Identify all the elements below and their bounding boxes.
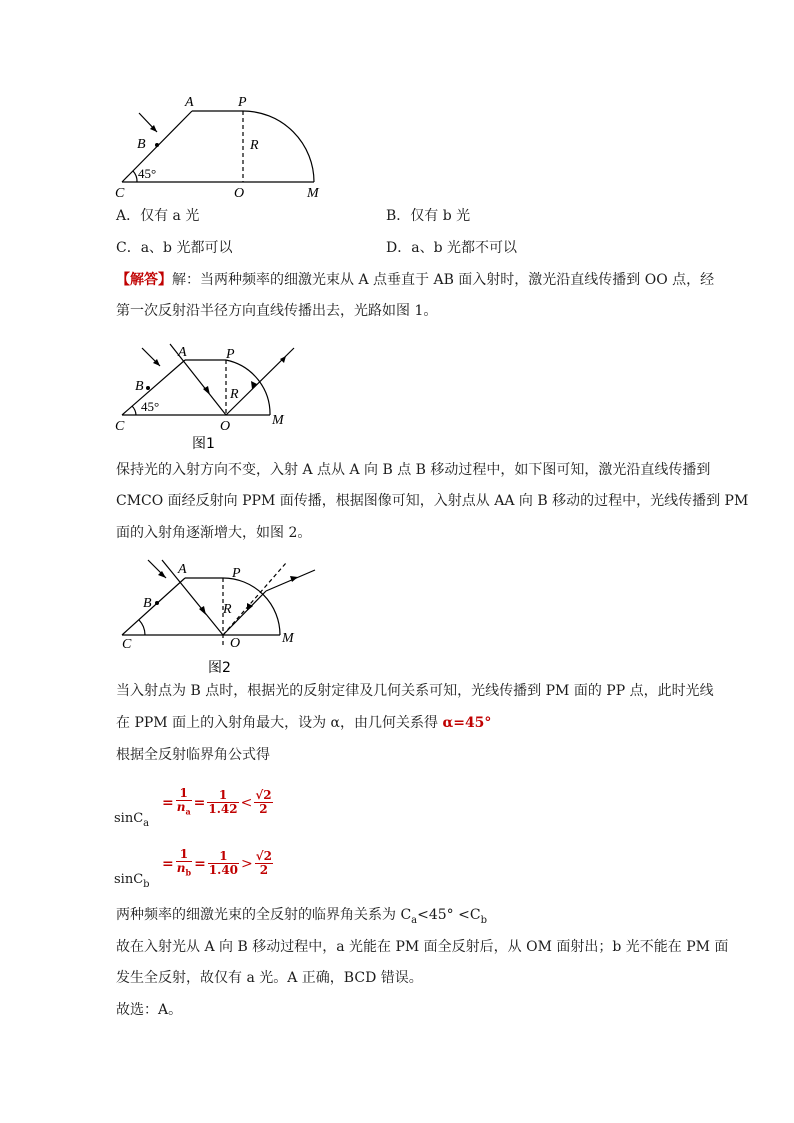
para3-text: 在 PPM 面上的入射角最大，设为 α，由几何关系得 <box>116 715 443 731</box>
option-a: A．仅有 a 光 <box>116 208 200 224</box>
fig1-label-M: M <box>272 413 284 428</box>
para2-line-3: 面的入射角逐渐增大，如图 2。 <box>116 525 312 541</box>
para3-line-1: 当入射点为 B 点时，根据光的反射定律及几何关系可知，光线传播到 PM 面的 PP 点，此时光线 <box>116 683 714 699</box>
fig2-label-A: A <box>178 562 187 577</box>
fig1-caption: 图1 <box>192 436 215 452</box>
label-R: R <box>250 138 259 153</box>
label-O: O <box>234 186 245 201</box>
label-C: C <box>115 186 125 201</box>
fig1-label-A: A <box>178 345 187 360</box>
label-B: B <box>137 137 146 152</box>
fig2-label-B: B <box>143 596 152 611</box>
solution-tag: 【解答】 <box>116 272 172 288</box>
fig2-caption: 图2 <box>208 660 231 676</box>
para6-line-1: 故在入射光从 A 向 B 移动过程中，a 光能在 PM 面全反射后，从 OM 面射出；b 光不能在 PM 面 <box>116 939 729 955</box>
label-angle: 45° <box>138 166 157 181</box>
label-A: A <box>185 95 194 110</box>
option-c: C．a、b 光都可以 <box>116 240 233 256</box>
answer-line: 故选：A。 <box>116 1002 183 1018</box>
alpha-formula: α=45° <box>442 715 492 731</box>
fig2-label-R: R <box>223 602 232 617</box>
para6-line-2: 发生全反射，故仅有 a 光。A 正确，BCD 错误。 <box>116 970 423 986</box>
relation-line: 两种频率的细激光束的全反射的临界角关系为 $C_a<45^\circ <C_b$ <box>116 907 487 926</box>
fig2-label-O: O <box>230 636 241 651</box>
label-P: P <box>238 95 247 110</box>
para2-line-1: 保持光的入射方向不变，入射 A 点从 A 向 B 点 B 移动过程中，如下图可知，激光沿直线传播到 <box>116 462 711 478</box>
para2-line-2: CMCO 面经反射向 PPM 面传播，根据图像可知，入射点从 AA 向 B 移动的过程中，光线传播到 PM <box>116 493 749 509</box>
solution-line-2: 第一次反射沿半径方向直线传播出去，光路如图 1。 <box>116 303 438 319</box>
label-M: M <box>307 186 319 201</box>
formula-sinCb: = $\frac{1}{n_b}$ = $\frac{1}{1.40}$ > $\frac{√2}{2}$ <box>162 847 273 878</box>
figure-2 <box>110 555 330 680</box>
label-sinCa: sinC$_a$ <box>114 811 150 829</box>
formula-sinCa: = $\frac{1}{n_a}$ = $\frac{1}{1.42}$ < $\frac{√2}{2}$ <box>162 786 272 817</box>
fig1-label-R: R <box>230 387 239 402</box>
option-d: D．a、b 光都不可以 <box>386 240 517 256</box>
para4: 根据全反射临界角公式得 <box>116 747 270 763</box>
figure-prism-question <box>110 90 340 205</box>
fig1-label-P: P <box>226 347 235 362</box>
fig2-label-C: C <box>122 637 132 652</box>
fig1-label-B: B <box>135 379 144 394</box>
para3-line-2 <box>116 712 491 734</box>
fig2-label-M: M <box>282 631 294 646</box>
fig1-label-C: C <box>115 419 125 434</box>
solution-line-1 <box>116 269 714 291</box>
fig1-label-angle: 45° <box>141 399 160 414</box>
fig2-label-P: P <box>232 566 241 581</box>
solution-text-1: 解：当两种频率的细激光束从 A 点垂直于 AB 面入射时，激光沿直线传播到 OO 点，经 <box>172 272 715 288</box>
option-b: B．仅有 b 光 <box>386 208 471 224</box>
label-sinCb: sinC$_b$ <box>114 872 150 890</box>
fig1-label-O: O <box>220 419 231 434</box>
figure-1 <box>110 340 310 455</box>
